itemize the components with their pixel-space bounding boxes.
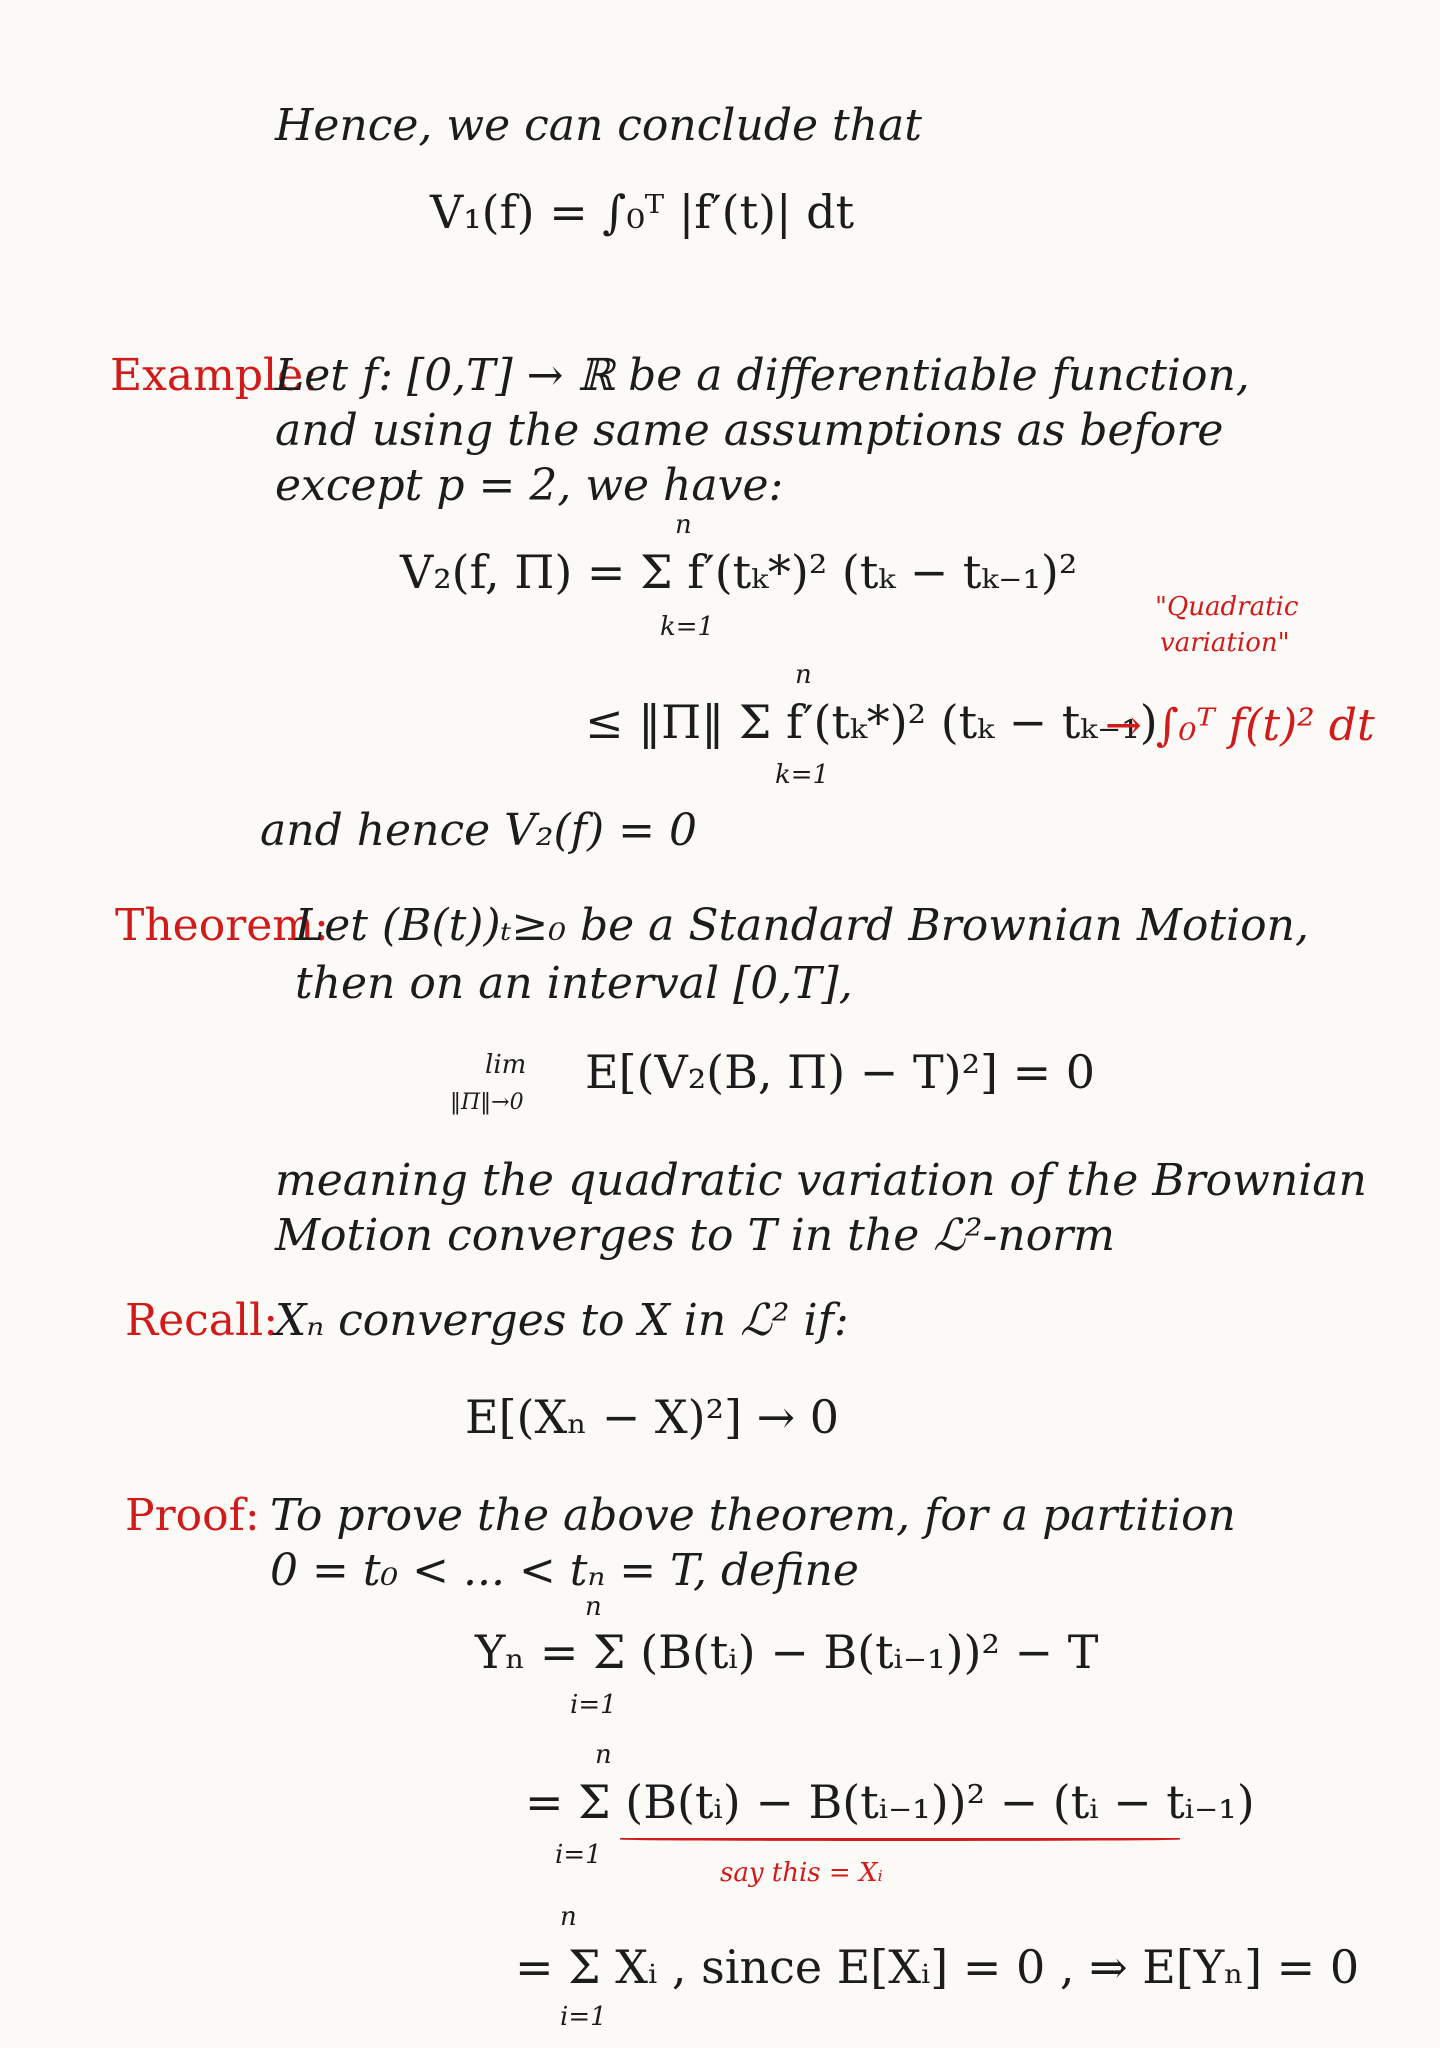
proof-line-2: 0 = t₀ < ... < tₙ = T, define	[270, 1545, 859, 1596]
theorem-label: Theorem:	[115, 900, 329, 951]
example-line-3: except p = 2, we have:	[275, 460, 784, 511]
y2-sum-lower: i=1	[555, 1840, 602, 1870]
recall-label: Recall:	[125, 1295, 279, 1346]
meaning-line-2: Motion converges to T in the ℒ²-norm	[275, 1210, 1115, 1261]
y2-sum-upper: n	[595, 1740, 612, 1770]
y1-sum-upper: n	[585, 1592, 602, 1622]
example-line-2: and using the same assumptions as before	[275, 405, 1224, 456]
bound-sum-lower: k=1	[775, 760, 830, 790]
meaning-line-1: meaning the quadratic variation of the Brownian	[275, 1155, 1367, 1206]
limit-equation: E[(V₂(B, Π) − T)²] = 0	[585, 1045, 1096, 1099]
proof-line-1: To prove the above theorem, for a partition	[270, 1490, 1236, 1541]
hence-line: and hence V₂(f) = 0	[260, 805, 697, 856]
limit-subscript: ‖Π‖→0	[450, 1090, 524, 1115]
v2-sum-lower: k=1	[660, 612, 715, 642]
bound-limit: → ∫₀ᵀ f(t)² dt	[1105, 700, 1375, 751]
y3-sum-upper: n	[560, 1902, 577, 1932]
theorem-line-2: then on an interval [0,T],	[295, 958, 853, 1009]
example-label: Example:	[110, 350, 318, 401]
y1-sum-lower: i=1	[570, 1690, 617, 1720]
y-equation-1: Yₙ = Σ (B(tᵢ) − B(tᵢ₋₁))² − T	[475, 1625, 1099, 1679]
v2-sum-upper: n	[675, 510, 692, 540]
limit-word: lim	[485, 1050, 527, 1080]
bound-equation: ≤ ‖Π‖ Σ f′(tₖ*)² (tₖ − tₖ₋₁)	[585, 695, 1158, 749]
recall-equation: E[(Xₙ − X)²] → 0	[465, 1390, 840, 1444]
quadratic-note-2: variation"	[1160, 628, 1290, 658]
intro-line: Hence, we can conclude that	[275, 100, 922, 151]
v1-equation: V₁(f) = ∫₀ᵀ |f′(t)| dt	[430, 185, 855, 239]
recall-line: Xₙ converges to X in ℒ² if:	[275, 1295, 849, 1346]
bound-sum-upper: n	[795, 660, 812, 690]
say-this-note: say this = Xᵢ	[720, 1858, 883, 1888]
y-equation-2: = Σ (B(tᵢ) − B(tᵢ₋₁))² − (tᵢ − tᵢ₋₁)	[525, 1775, 1255, 1829]
y-equation-3: = Σ Xᵢ , since E[Xᵢ] = 0 , ⇒ E[Yₙ] = 0	[515, 1940, 1360, 1994]
xi-underline	[620, 1838, 1180, 1841]
v2-equation: V₂(f, Π) = Σ f′(tₖ*)² (tₖ − tₖ₋₁)²	[400, 545, 1078, 599]
y3-sum-lower: i=1	[560, 2002, 607, 2032]
proof-label: Proof:	[125, 1490, 260, 1541]
quadratic-note-1: "Quadratic	[1155, 592, 1299, 622]
example-line-1: Let f: [0,T] → ℝ be a differentiable function,	[275, 350, 1250, 401]
theorem-line-1: Let (B(t))ₜ≥₀ be a Standard Brownian Motion,	[295, 900, 1309, 951]
